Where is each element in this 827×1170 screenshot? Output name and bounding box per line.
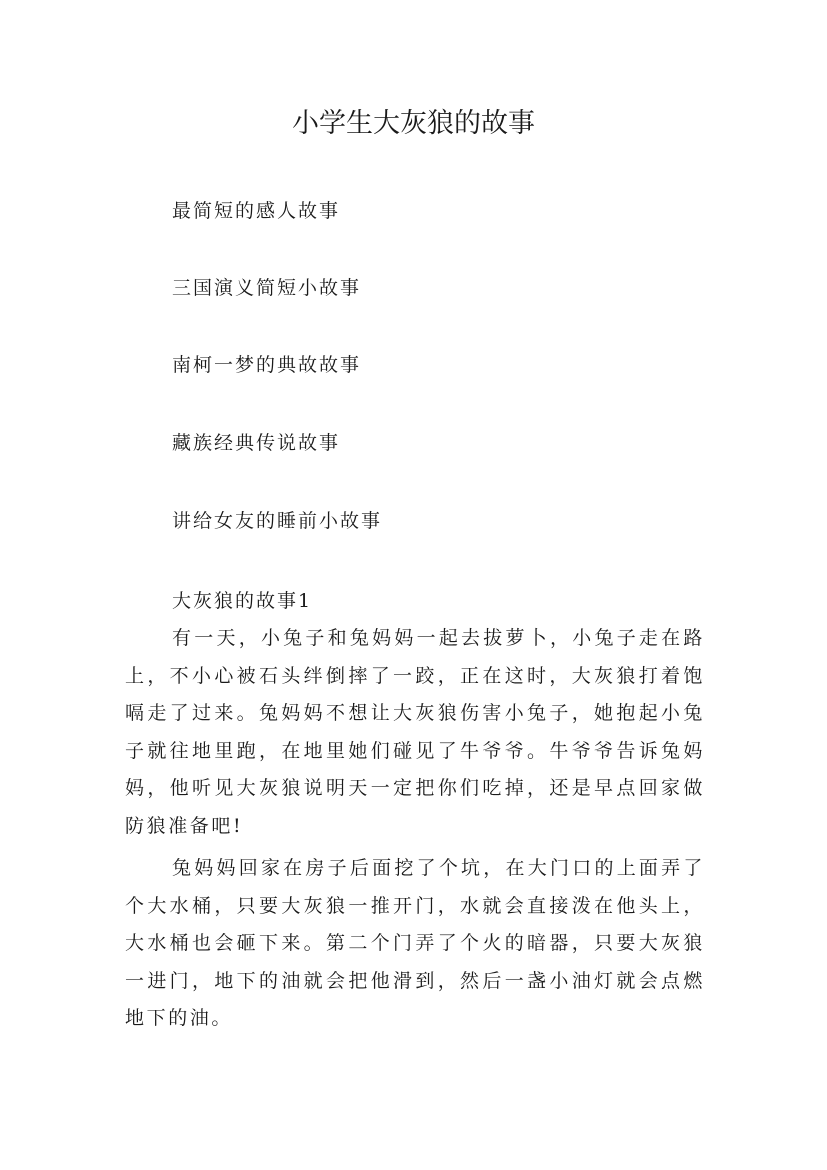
section-heading: 大灰狼的故事1 bbox=[172, 590, 313, 612]
related-story-link[interactable]: 三国演义简短小故事 bbox=[172, 277, 362, 299]
related-story-link[interactable]: 南柯一梦的典故故事 bbox=[172, 354, 362, 376]
page-title: 小学生大灰狼的故事 bbox=[292, 108, 535, 139]
story-paragraph: 有一天，小兔子和兔妈妈一起去拔萝卜，小兔子走在路上，不小心被石头绊倒摔了一跤，正在这时，大灰狼打着饱嗝走了过来。兔妈妈不想让大灰狼伤害小兔子，她抱起小兔子就往地里跑，在地里她们碰见了牛爷爷。牛爷爷告诉兔妈妈，他听见大灰狼说明天一定把你们吃掉，还是早点回家做防狼准备吧! bbox=[125, 627, 705, 837]
related-story-link[interactable]: 最简短的感人故事 bbox=[172, 200, 341, 222]
related-story-link[interactable]: 藏族经典传说故事 bbox=[172, 432, 341, 454]
story-paragraph: 兔妈妈回家在房子后面挖了个坑，在大门口的上面弄了个大水桶，只要大灰狼一推开门，水就会直接泼在他头上，大水桶也会砸下来。第二个门弄了个火的暗器，只要大灰狼一进门，地下的油就会把他滑到，然后一盏小油灯就会点燃地下的油。 bbox=[125, 857, 705, 1029]
related-story-link[interactable]: 讲给女友的睡前小故事 bbox=[172, 510, 383, 532]
